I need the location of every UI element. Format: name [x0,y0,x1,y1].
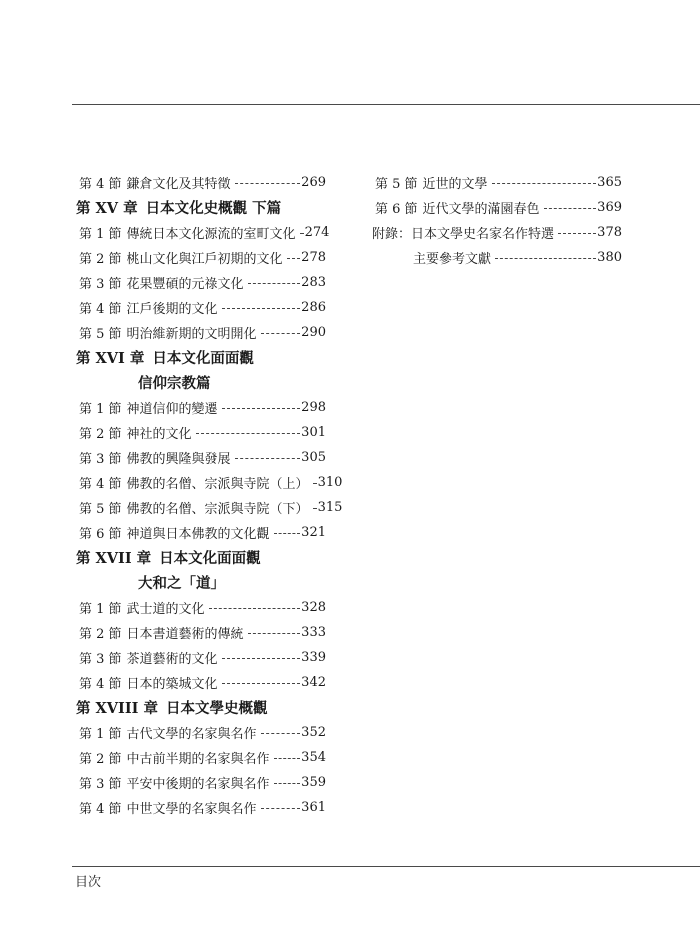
entry-title: 附錄：日本文學史名家名作特選 [372,227,555,242]
toc-entry [76,745,326,770]
entry-title: 明治維新期的文明開化 [126,327,257,342]
chapter-subtitle: 大和之「道」 [138,575,225,592]
entry-title: 中世文學的名家與名作 [126,802,257,817]
section-number: 第 2 節 [79,252,122,267]
dot-leader [248,283,301,284]
chapter-subtitle: 信仰宗教篇 [138,375,211,392]
running-footer: 目次 [75,875,102,890]
toc-entry [372,245,622,270]
entry-title: 佛教的名僧、宗派與寺院（下） [126,502,309,517]
section-number: 第 2 節 [79,627,122,642]
entry-title: 近世的文學 [422,177,488,192]
section-number: 第 2 節 [79,427,122,442]
toc-left-column [76,170,343,820]
page-number: 283 [301,275,326,290]
toc-entry [76,720,326,745]
page-number: 339 [301,650,326,665]
dot-leader [222,308,301,309]
section-number: 第 4 節 [79,802,122,817]
dot-leader [235,183,301,184]
chapter-title: 日本文化史概觀 下篇 [145,200,282,217]
section-number: 第 4 節 [79,477,122,492]
chapter-heading [76,345,326,370]
page-number: 321 [301,525,326,540]
entry-title: 佛教的興隆與發展 [126,452,231,467]
page-number: 278 [301,250,326,265]
dot-leader [313,508,317,509]
toc-entry [76,445,326,470]
toc-entry [372,170,622,195]
toc-entry [76,220,330,245]
entry-title: 傳統日本文化源流的室町文化 [126,227,296,242]
page-number: 378 [597,225,622,240]
dot-leader [544,208,597,209]
entry-title: 主要參考文獻 [413,252,492,267]
entry-title: 古代文學的名家與名作 [126,727,257,742]
dot-leader [209,608,301,609]
dot-leader [313,483,317,484]
dot-leader [274,783,301,784]
dot-leader [222,408,301,409]
dot-leader [235,458,301,459]
chapter-heading [76,195,326,220]
entry-title: 神社的文化 [126,427,192,442]
dot-leader [196,433,301,434]
dot-leader [287,258,301,259]
page-number: 305 [301,450,326,465]
entry-title: 神道與日本佛教的文化觀 [126,527,270,542]
chapter-number: 第 XVII 章 [76,550,152,567]
dot-leader [492,183,597,184]
toc-entry [76,595,326,620]
header-rule [72,104,700,105]
section-number: 第 3 節 [79,777,122,792]
toc-entry [76,270,326,295]
entry-title: 鎌倉文化及其特徵 [126,177,231,192]
section-number: 第 3 節 [79,652,122,667]
chapter-number: 第 XVI 章 [76,350,145,367]
dot-leader [558,233,596,234]
chapter-title: 日本文化面面觀 [152,350,254,367]
page-number: 274 [304,225,330,240]
section-number: 第 1 節 [79,602,122,617]
entry-title: 日本的築城文化 [126,677,218,692]
section-number: 第 3 節 [79,452,122,467]
chapter-number: 第 XVIII 章 [76,700,158,717]
dot-leader [274,533,301,534]
toc-entry [76,645,326,670]
page-number: 301 [301,425,326,440]
section-number: 第 6 節 [79,527,122,542]
chapter-heading [76,695,326,720]
page-number: 365 [597,175,622,190]
page-number: 369 [597,200,622,215]
toc-entry [76,170,326,195]
chapter-title: 日本文學史概觀 [165,700,268,717]
entry-title: 神道信仰的變遷 [126,402,218,417]
toc-entry [76,470,343,495]
toc-entry [372,220,622,245]
page-number: 310 [317,475,343,490]
toc-entry [372,195,622,220]
toc-entry [76,670,326,695]
toc-entry [76,770,326,795]
chapter-title: 日本文化面面觀 [159,550,261,567]
entry-title: 桃山文化與江戶初期的文化 [126,252,283,267]
entry-title: 平安中後期的名家與名作 [126,777,270,792]
toc-entry [76,295,326,320]
entry-title: 佛教的名僧、宗派與寺院（上） [126,477,309,492]
dot-leader [300,233,304,234]
page-number: 286 [301,300,326,315]
page-number: 333 [301,625,326,640]
page-number: 380 [597,250,622,265]
dot-leader [495,258,596,259]
entry-title: 花果豐碩的元祿文化 [126,277,244,292]
section-number: 第 2 節 [79,752,122,767]
entry-title: 茶道藝術的文化 [126,652,218,667]
page-number: 361 [301,800,326,815]
footer-rule [72,866,700,867]
page-number: 359 [301,775,326,790]
page-number: 290 [301,325,326,340]
dot-leader [261,333,301,334]
page-number: 315 [317,500,343,515]
dot-leader [222,658,301,659]
entry-title: 江戶後期的文化 [126,302,218,317]
dot-leader [261,733,301,734]
toc-entry [76,245,326,270]
toc-right-column [372,170,622,270]
page-number: 354 [301,750,326,765]
section-number: 第 4 節 [79,302,122,317]
section-number: 第 6 節 [375,202,418,217]
section-number: 第 1 節 [79,402,122,417]
entry-title: 日本書道藝術的傳統 [126,627,244,642]
dot-leader [248,633,301,634]
section-number: 第 1 節 [79,227,122,242]
page-number: 342 [301,675,326,690]
chapter-heading [76,545,326,570]
dot-leader [222,683,301,684]
page-number: 352 [301,725,326,740]
toc-entry [76,320,326,345]
dot-leader [274,758,301,759]
entry-title: 武士道的文化 [126,602,205,617]
toc-entry [76,495,343,520]
section-number: 第 1 節 [79,727,122,742]
entry-title: 近代文學的滿園春色 [422,202,540,217]
section-number: 第 4 節 [79,177,122,192]
section-number: 第 5 節 [375,177,418,192]
section-number: 第 5 節 [79,502,122,517]
toc-entry [76,395,326,420]
section-number: 第 5 節 [79,327,122,342]
entry-title: 中古前半期的名家與名作 [126,752,270,767]
toc-entry [76,520,326,545]
page-number: 298 [301,400,326,415]
toc-entry [76,795,326,820]
page-number: 328 [301,600,326,615]
dot-leader [261,808,301,809]
toc-entry [76,620,326,645]
section-number: 第 3 節 [79,277,122,292]
section-number: 第 4 節 [79,677,122,692]
page-number: 269 [301,175,326,190]
toc-entry [76,420,326,445]
chapter-number: 第 XV 章 [76,200,138,217]
